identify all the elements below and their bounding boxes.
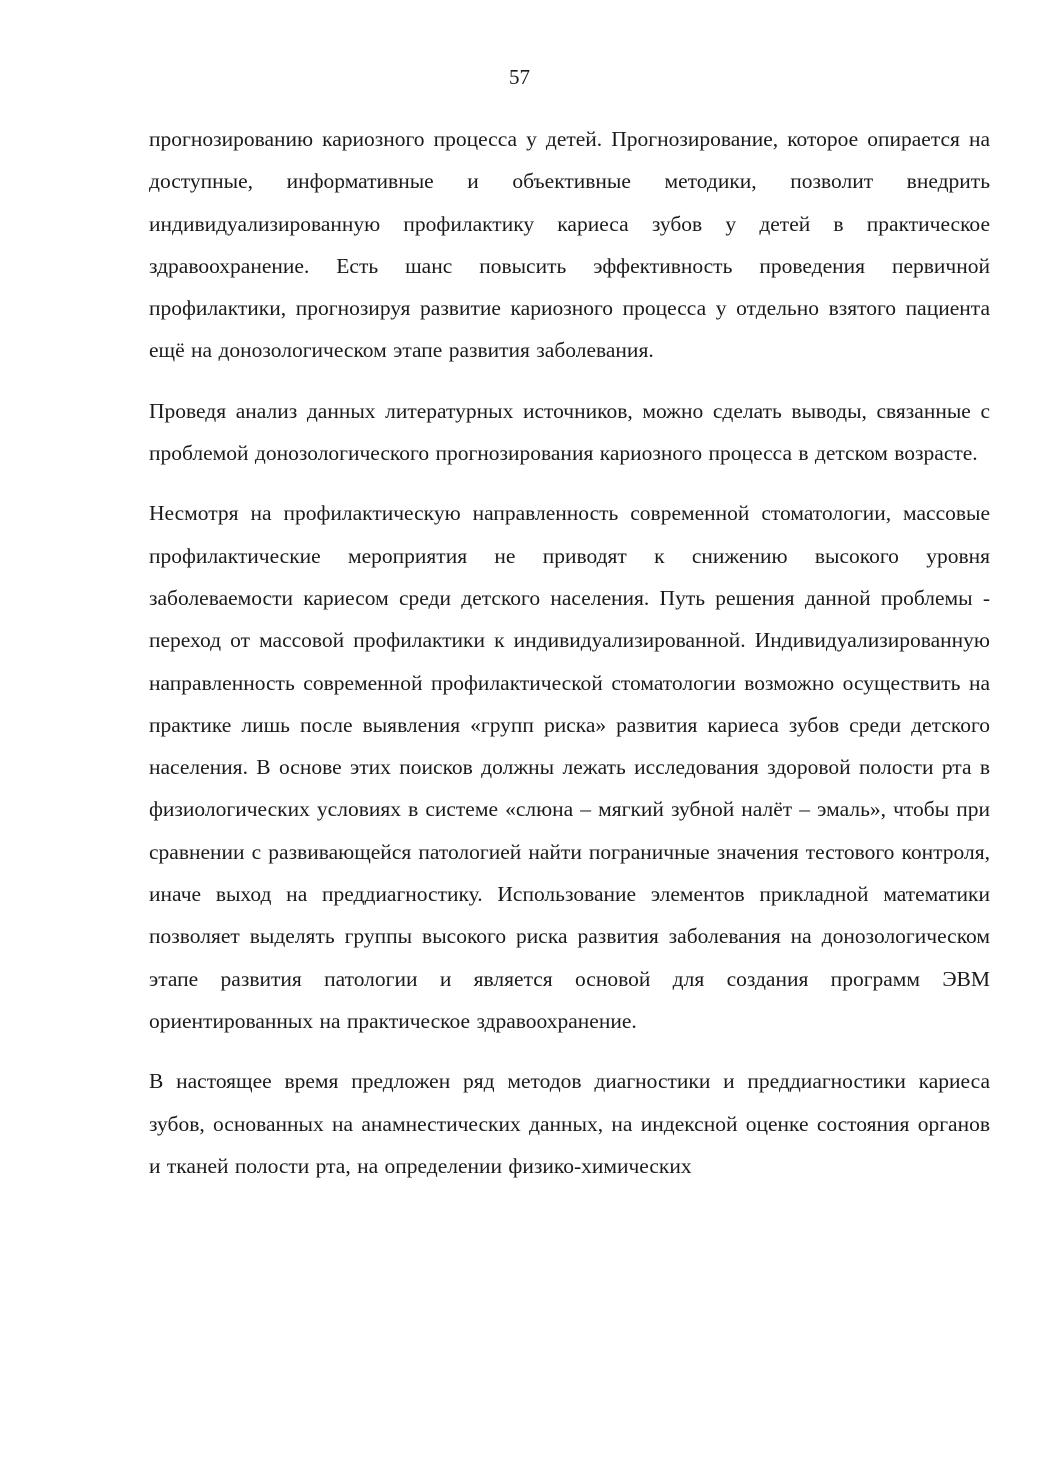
paragraph-diagnostic-methods: В настоящее время предложен ряд методов диагностики и преддиагностики кариеса зубов, основанных на анамнестических данных, на индексной оценке состояния органов и тканей полости рта, на определении физико-химических <box>149 1069 990 1178</box>
page-number: 57 <box>509 65 530 89</box>
paragraph-individualized-prevention: Несмотря на профилактическую направленность современной стоматологии, массовые профилактические мероприятия не приводят к снижению высокого уровня заболеваемости кариесом среди детского населения. Путь решения данной проблемы - переход от массовой профилактики к индивидуализированной. Индивидуализированную направленность современной профилактической стоматологии возможно осуществить на практике лишь после выявления «групп риска» развития кариеса зубов среди детского населения. В основе этих поисков должны лежать исследования здоровой полости рта в физиологических условиях в системе «слюна – мягкий зубной налёт – эмаль», чтобы при сравнении с развивающейся патологией найти пограничные значения тестового контроля, иначе выход на преддиагностику. Использование элементов прикладной математики позволяет выделять группы высокого риска развития заболевания на донозологическом этапе развития патологии и является основой для создания программ ЭВМ ориентированных на практическое здравоохранение. <box>149 501 990 1033</box>
paragraph-forecasting-intro: прогнозированию кариозного процесса у детей. Прогнозирование, которое опирается на доступные, информативные и объективные методики, позволит внедрить индивидуализированную профилактику кариеса зубов у детей в практическое здравоохранение. Есть шанс повысить эффективность проведения первичной профилактики, прогнозируя развитие кариозного процесса у отдельно взятого пациента ещё на донозологическом этапе развития заболевания. <box>149 127 990 363</box>
page-body <box>149 118 990 1205</box>
paragraph-literature-analysis: Проведя анализ данных литературных источников, можно сделать выводы, связанные с проблемой донозологического прогнозирования кариозного процесса в детском возрасте. <box>149 398 990 466</box>
